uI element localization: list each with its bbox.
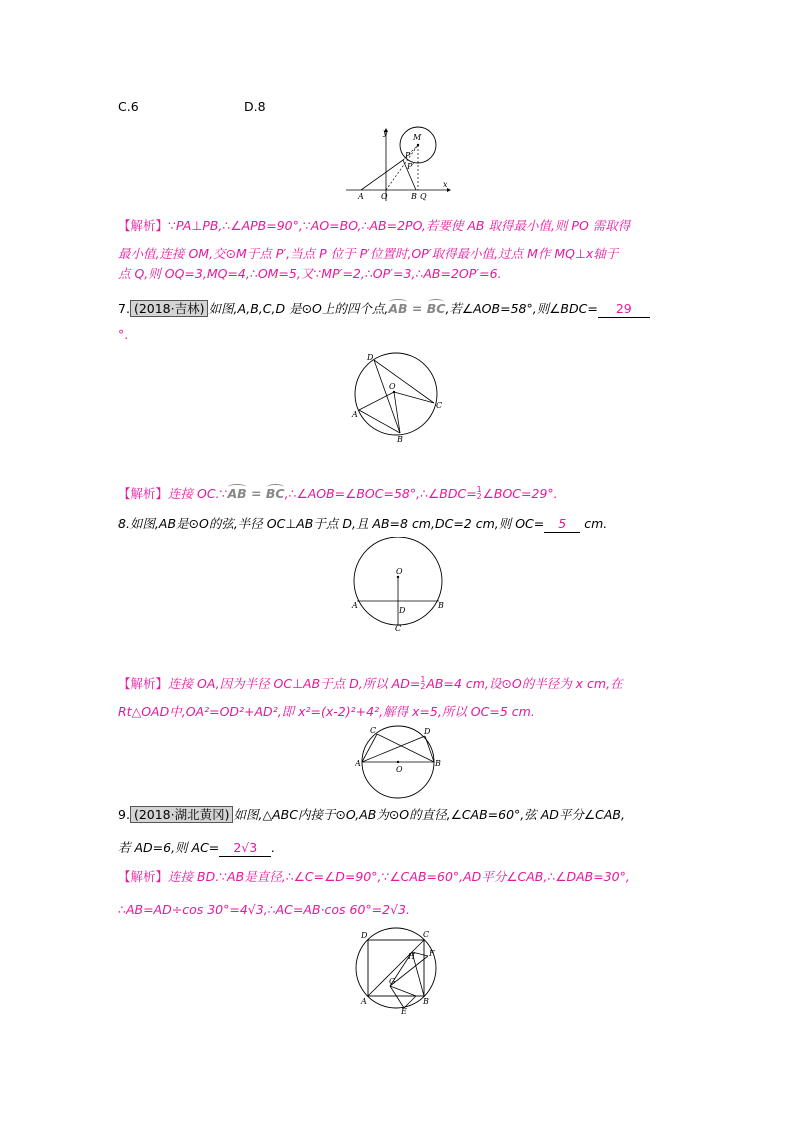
label-b: B [423, 997, 429, 1006]
figure-circle-square [352, 926, 442, 1014]
label-c: C [436, 401, 443, 410]
solution-8-line-1: 【解析】连接 OA,因为半径 OC⊥AB于点 D,所以 AD= 1 2 AB=4 cm,设⊙O的半径为 x cm,在 [118, 675, 623, 691]
label-o: O [381, 192, 388, 201]
label-m: M [413, 133, 422, 142]
figure-circle-abcd [347, 348, 447, 444]
figure-circle-chord [348, 537, 446, 633]
question-8: 8.如图,AB是⊙O的弦,半径 OC⊥AB于点 D,且 AB=8 cm,DC=2 cm,则 OC= 5 cm. [118, 516, 608, 531]
label-g: G [389, 977, 396, 986]
label-b: B [435, 759, 441, 768]
solution-6-line-3: 点 Q,则 OQ=3,MQ=4,∴OM=5,又∵MP′=2,∴OP′=3,∴AB=2OP′=6. [118, 266, 502, 281]
label-b: B [411, 192, 417, 201]
solution-9-line-1: 【解析】连接 BD.∵AB是直径,∴∠C=∠D=90°,∵∠CAB=60°,AD平分∠CAB,∴∠DAB=30°, [118, 869, 630, 884]
label-e: E [401, 1007, 407, 1014]
solution-9-line-2: ∴AB=AD÷cos 30°=4√3,∴AC=AB·cos 60°=2√3. [118, 902, 410, 917]
label-f: F [429, 949, 435, 958]
arc-bc: BC [426, 301, 446, 316]
label-b: B [438, 601, 444, 610]
label-p-prime: P′ [407, 162, 415, 171]
label-a: A [352, 601, 358, 610]
solution-6-line-1: 【解析】∵PA⊥PB,∴∠APB=90°,∵AO=BO,∴AB=2PO,若要使 AB 取得最小值,则 PO 需取得 [118, 218, 631, 233]
label-a: A [352, 410, 358, 419]
answer-blank-8[interactable]: 5 [544, 516, 580, 533]
option-c: C.6 [118, 99, 139, 114]
question-7-tail: °. [118, 327, 129, 342]
label-o: O [389, 382, 396, 391]
question-9: 9. (2018·湖北黄冈) 如图,△ABC内接于⊙O,AB为⊙O的直径,∠CAB=60°,弦 AD平分∠CAB, [118, 807, 625, 822]
source-tag-huanggang: (2018·湖北黄冈) [130, 806, 234, 823]
figure-circle-diameter [355, 724, 441, 802]
label-h: H [408, 952, 415, 961]
label-b: B [397, 435, 403, 444]
figure-circle-m-coordinate [342, 125, 454, 205]
label-a: A [355, 759, 361, 768]
label-d: D [361, 931, 368, 940]
label-d: D [367, 353, 374, 362]
arc-ab: AB [388, 301, 408, 316]
label-a: A [361, 997, 367, 1006]
label-d: D [399, 606, 406, 615]
option-d: D.8 [244, 99, 266, 114]
label-c: C [395, 624, 402, 633]
solution-7: 【解析】连接 OC.∵AB = BC,∴∠AOB=∠BOC=58°,∴∠BDC= 1 2 ∠BOC=29°. [118, 485, 558, 501]
label-o: O [396, 765, 403, 774]
label-o: O [396, 567, 403, 576]
label-q: Q [420, 192, 427, 201]
answer-blank-9[interactable]: 2√3 [219, 840, 271, 857]
question-7: 7. (2018·吉林) 如图,A,B,C,D 是⊙O上的四个点,AB = BC,若∠AOB=58°,则∠BDC= 29 [118, 300, 650, 318]
label-a: A [358, 192, 364, 201]
label-c: C [370, 726, 377, 735]
source-tag-jilin: (2018·吉林) [130, 300, 209, 317]
label-c: C [423, 930, 430, 939]
answer-blank-7[interactable]: 29 [598, 301, 650, 318]
solution-6-line-2: 最小值,连接 OM,交⊙M于点 P′,当点 P 位于 P′位置时,OP′取得最小值,过点 M作 MQ⊥x轴于 [118, 246, 619, 261]
question-9-line-2: 若 AD=6,则 AC= 2√3 . [118, 840, 276, 855]
solution-8-line-2: Rt△OAD中,OA²=OD²+AD²,即 x²=(x-2)²+4²,解得 x=5,所以 OC=5 cm. [118, 704, 535, 719]
label-x-axis: x [443, 180, 448, 189]
label-d: D [424, 727, 431, 736]
label-p: P [405, 151, 411, 160]
label-y-axis: y [383, 128, 388, 137]
